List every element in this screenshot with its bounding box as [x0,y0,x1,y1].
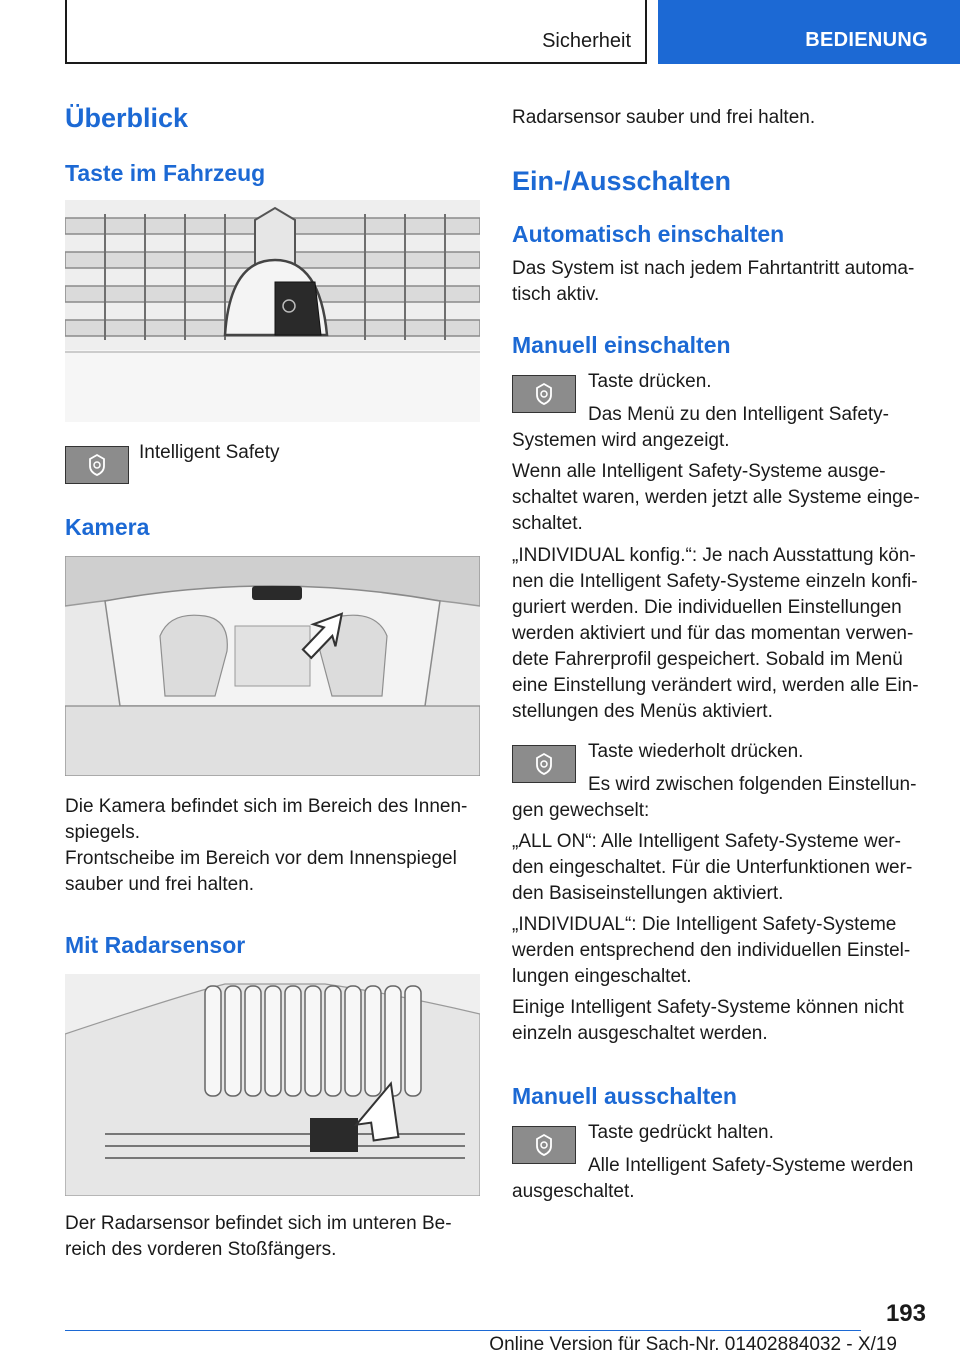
switch-between-text: Es wird zwischen folgenden Einstellun-gen gewechselt: [512,774,917,821]
footer-version-text: Online Version für Sach-Nr. 01402884032 - X/19 [489,1334,897,1355]
auto-on-paragraph: Das System ist nach jedem Fahrtantritt automa-tisch aktiv. [512,258,915,305]
figure-camera [65,556,480,776]
radar-paragraph-1: Der Radarsensor befindet sich im unteren Be-reich des vorderen Stoßfängers. [65,1213,452,1260]
individual-config-paragraph: „INDIVIDUAL konfig.“: Je nach Ausstattung kön-nen die Intelligent Safety-Systeme einzeln konfi-guriert werden. Die individuellen Einstellungen werden aktiviert und für das momentan verwen-dete Fahrerprofil gespeichert. Sobald im Menü eine Einstellung verändert wird, werden alle Ein-stellungen des Menüs aktiviert. [512,545,919,722]
menu-shown-text: Das Menü zu den Intelligent Safety-Systemen wird angezeigt. [512,404,890,451]
figure-radar-sensor [65,974,480,1196]
intelligent-safety-button-icon [65,446,129,484]
header-section-title: Sicherheit [542,30,631,52]
individual-paragraph: „INDIVIDUAL“: Die Intelligent Safety-Systeme werden entsprechend den individuellen Einstel-lungen eingeschaltet. [512,914,911,987]
press-again-text: Taste wiederholt drücken. [588,741,804,762]
heading-camera: Kamera [65,514,150,540]
header-section-box [65,0,647,64]
all-off-result-text: Alle Intelligent Safety-Systeme werden ausgeschaltet. [512,1155,914,1202]
press-button-text: Taste drücken. [588,371,712,392]
camera-paragraph-1: Die Kamera befindet sich im Bereich des Innen-spiegels. [65,796,468,843]
figure-button-in-vehicle [65,200,480,422]
hold-button-text: Taste gedrückt halten. [588,1122,774,1143]
header-chapter-tab[interactable] [658,0,960,64]
footer-divider [65,1330,861,1331]
all-on-paragraph: „ALL ON“: Alle Intelligent Safety-Systeme wer-den eingeschaltet. Für die Unterfunktionen wer-den Basiseinstellungen aktiviert. [512,831,913,904]
header-chapter-label: BEDIENUNG [805,29,928,51]
heading-auto-on: Automatisch einschalten [512,221,785,247]
heading-manual-on: Manuell einschalten [512,332,731,358]
heading-overview: Überblick [65,103,189,133]
heading-manual-off: Manuell ausschalten [512,1083,737,1109]
page-number: 193 [885,1300,926,1327]
camera-paragraph-2: Frontscheibe im Bereich vor dem Innenspiegel sauber und frei halten. [65,848,457,895]
all-off-paragraph: Wenn alle Intelligent Safety-Systeme ausge-schaltet waren, werden jetzt alle Systeme einge-schaltet. [512,461,920,534]
button-caption: Intelligent Safety [139,442,280,463]
some-systems-paragraph: Einige Intelligent Safety-Systeme können nicht einzeln ausgeschaltet werden. [512,997,904,1044]
heading-on-off: Ein-/Ausschalten [512,166,732,196]
heading-button-in-vehicle: Taste im Fahrzeug [65,160,266,186]
radar-paragraph-2: Radarsensor sauber und frei halten. [512,107,816,128]
heading-radar: Mit Radarsensor [65,932,246,958]
